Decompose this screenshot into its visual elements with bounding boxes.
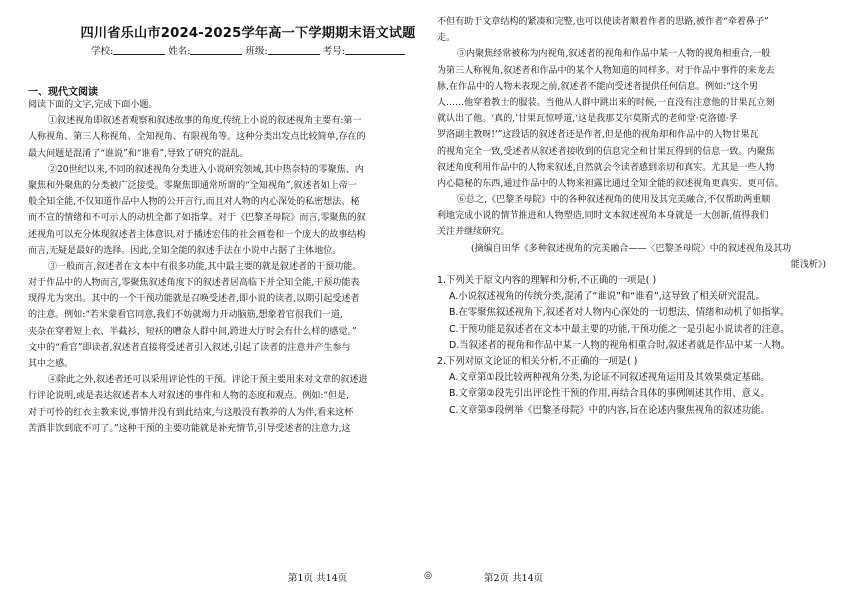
text-line: B.在零聚焦叙述视角下,叙述者对人物内心深处的一切想法、情绪和动机了如指掌。 [449, 307, 790, 319]
text-line: 苦酒非饮到底不可了。”这种干预的主要功能就是补充情节,引导受述者的注意力,这 [28, 423, 351, 434]
left-text-lines [28, 97, 420, 437]
exam-no-blank [345, 45, 405, 55]
text-line: ①叙述视角即叙述者观察和叙述故事的角度,传统上小说的叙述视角主要有:第一 [48, 116, 362, 127]
text-line: 内心隐秘的东西,通过作品中的人物来袒露比通过全知全能的叙述视角更真实、更可信。 [437, 178, 784, 189]
text-line: A.小说叙述视角的传统分类,混淆了“谁说”和“谁看”,这导致了相关研究混乱。 [449, 291, 765, 303]
text-line: 最大问题是混淆了“谁说”和“谁看”,导致了研究的混乱。 [28, 148, 249, 159]
text-line: 其中之感。 [28, 359, 74, 369]
text-line: (摘编自田华《多种叙述视角的完美融合——〈巴黎圣母院〉中的叙述视角及其功 [471, 243, 792, 254]
text-line: 走。 [437, 33, 456, 44]
class-label: 班级: [245, 46, 268, 57]
text-line: 夹杂在穿着短上衣、半截衫、短袄的嘈杂人群中间,跨进大厅时会有什么样的感觉。” [28, 326, 357, 337]
text-line: 关注并继续研究。 [437, 227, 510, 238]
text-line: 就认出了他。‘真的,’甘果瓦惊呼道,‘这是我那艾尔莫斯式的老师堂·克洛德·孚 [437, 114, 738, 125]
text-line: 的视角完全一致,受述者从叙述者接收到的信息完全和甘果瓦得到的信息一致。内聚焦 [437, 146, 775, 157]
text-line: ②20世纪以来,不同的叙述视角分类进入小说研究领域,其中热奈特的零聚焦、内 [48, 164, 364, 175]
text-line: A.文章第①段比较两种视角分类,为论证不同叙述视角运用及其效果奠定基础。 [449, 372, 770, 384]
name-blank [190, 45, 242, 55]
text-line: 现得尤为突出。其中的一个干预功能就是召唤受述者,即小说的读者,以期引起受述者 [28, 294, 360, 305]
text-line: 为第三人称视角,叙述者和作品中的某个人物知道的同样多。对于作品中事件的来龙去 [437, 65, 775, 76]
text-line: 对于可怜的红衣主教来说,事情并没有到此结束,与这般没有教养的人为伴,看来这杯 [28, 407, 354, 418]
text-line: 利地完成小说的情节推进和人物塑造,同时文本叙述视角本身就是一大创新,值得我们 [437, 211, 769, 222]
text-line: 不但有助于文章结构的紧凑和完整,也可以使读者顺着作者的思路,被作者“牵着鼻子” [437, 17, 769, 27]
footer-right-page: 第2页 共14页 [484, 573, 544, 584]
text-line: C.文章第⑤段例举《巴黎圣母院》中的内容,旨在论述内聚焦视角的叙述功能。 [449, 404, 770, 416]
text-line: 罗洛副主教呀!’”这段话的叙述者还是作者,但是他的视角却和作品中的人物甘果瓦 [437, 130, 759, 141]
text-line: 行评论说明,或是表达叙述者本人对叙述的事件和人物的态度和观点。例如:“但是, [28, 391, 350, 402]
page-title: 四川省乐山市2024-2025学年高一下学期期末语文试题 [80, 26, 416, 41]
text-line: 人称视角、第三人称视角、全知视角、有限视角等。这种分类出发点比较简单,存在的 [28, 132, 366, 143]
name-label: 姓名: [168, 46, 191, 57]
section-title: 一、现代文阅读 [28, 87, 98, 98]
text-line: 能浅析》) [790, 259, 826, 270]
footer-center-mark: ◎ [424, 570, 433, 581]
text-line: 阅读下面的文字,完成下面小题。 [28, 100, 158, 110]
text-line: ④除此之外,叙述者还可以采用评论性的干预。评论干预主要用来对文章的叙述进 [48, 375, 368, 386]
exam-no-label: 考号: [322, 46, 345, 57]
text-line: D.当叙述者的视角和作品中某一人物的视角相重合时,叙述者就是作品中某一人物。 [449, 339, 791, 351]
text-line: 1.下列关于原文内容的理解和分析,不正确的一项是( ) [437, 275, 657, 286]
text-line: 对于作品中的人物而言,零聚焦叙述角度下的叙述者居高临下并全知全能,干预功能表 [28, 278, 360, 289]
text-line: B.文章第②段先引出评论性干预的作用,再结合具体的事例阐述其作用、意义。 [449, 388, 770, 400]
text-line: ⑤内聚焦经常被称为内视角,叙述者的视角和作品中某一人物的视角相重合,一般 [457, 49, 771, 60]
class-blank [268, 45, 320, 55]
text-line: 文中的“看官”即读者,叙述者直接将受述者引入叙述,引起了读者的注意并产生参与 [28, 342, 351, 353]
school-blank [113, 45, 165, 55]
text-line: 2.下列对原文论证的相关分析,不正确的一项是( ) [437, 355, 638, 367]
text-line: 脉,在作品中的人物未表现之前,叙述者不能向受述者提供任何信息。例如:“这个男 [437, 81, 759, 92]
text-line: C.干预功能是叙述者在文本中最主要的功能,干预功能之一是引起小说读者的注意。 [449, 323, 790, 335]
text-line: ③一般而言,叙述者在文本中有很多功能,其中最主要的就是叙述者的干预功能。 [48, 261, 362, 272]
text-line: 人……他穿着教士的服装。当他从人群中跳出来的时候,一直没有注意他的甘果瓦立刻 [437, 97, 775, 108]
text-line: ⑥总之,《巴黎圣母院》中的各种叙述视角的使用及其完美融合,不仅帮助两重顺 [457, 195, 771, 206]
text-line: 聚焦和外聚焦的分类被广泛接受。零聚焦即通常所谓的“全知视角”,叙述者如上帝一 [28, 180, 357, 191]
text-line: 述视角可以充分体现叙述者主体意识,对于播述宏伟的社会画卷和一个庞大的故事结构 [28, 229, 366, 240]
text-line: 而言,无疑是最好的选择。因此,全知全能的叙述手法在小说中占据了主体地位。 [28, 245, 342, 256]
right-text-lines [437, 14, 832, 419]
text-line: 叙述角度利用作品中的人物来叙述,自然就会令读者感到亲切和真实。尤其是一些人物 [437, 162, 775, 173]
text-line: 而不宣的情绪和不可示人的动机全都了如指掌。对于《巴黎圣母院》而言,零聚焦的叙 [28, 213, 366, 224]
student-info-line [88, 43, 408, 57]
school-label: 学校: [91, 46, 114, 57]
text-line: 般全知全能,不仅知道作品中人物的公开言行,而且对人物的内心深处的私密想法、秘 [28, 197, 360, 208]
footer-left-page: 第1页 共14页 [288, 573, 348, 584]
text-line: 的注意。例如:“若米蒙看官同意,我们不妨就竭力开动脑筋,想象着官很我们一道, [28, 310, 343, 321]
